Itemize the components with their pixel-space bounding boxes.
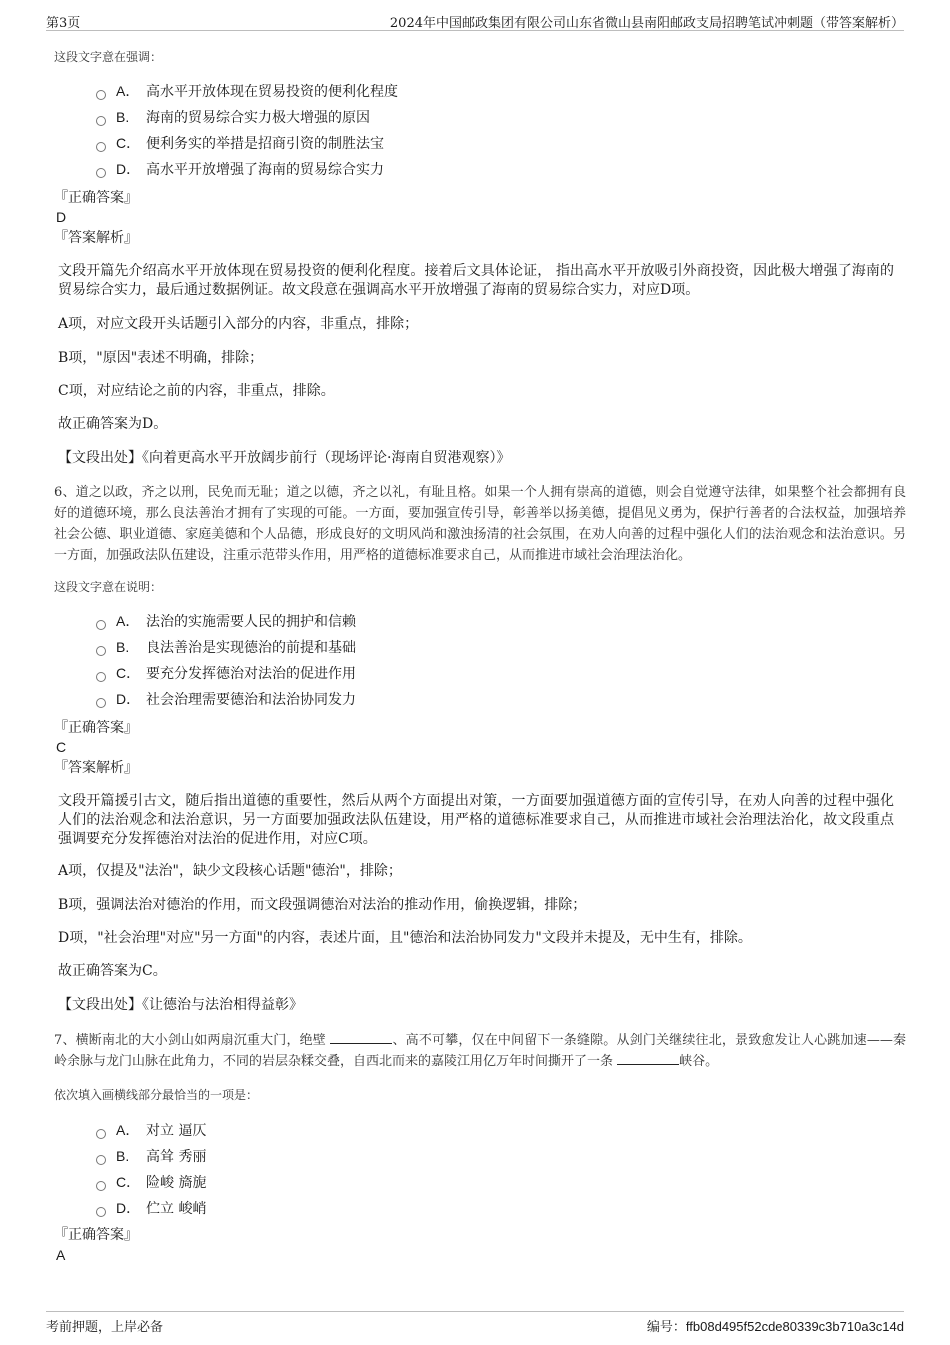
q7-passage: 7、横断南北的大小剑山如两扇沉重大门，绝壁 、高不可攀，仅在中间留下一条缝隙。从剑门关继续往北，景致愈发让人心跳加速——秦岭余脉与龙门山脉在此角力，不同的岩层杂糅交叠，自西北而来的嘉陵江用亿万年时间撕开了一条 峡谷。 xyxy=(54,1033,906,1069)
q6-analysis-label: 『答案解析』 xyxy=(54,760,138,776)
q5-analysis-b: B项，"原因"表述不明确，排除； xyxy=(58,350,264,366)
page-footer xyxy=(46,1311,904,1336)
q6-option-d[interactable]: D． 社会治理需要德治和法治协同发力 xyxy=(96,688,356,710)
q7-option-b[interactable]: B. 高耸 秀丽 xyxy=(96,1145,206,1167)
q5-correct-answer: D xyxy=(56,209,67,225)
radio-icon[interactable] xyxy=(96,1207,106,1217)
q5-analysis-c: C项，对应结论之前的内容，非重点，排除。 xyxy=(58,383,335,399)
q6-correct-answer: C xyxy=(56,739,67,755)
q5-analysis-label: 『答案解析』 xyxy=(54,230,138,246)
q5-analysis-main: 文段开篇先介绍高水平开放体现在贸易投资的便利化程度。接着后文具体论证， 指出高水平开放吸引外商投资，因此极大增强了海南的贸易综合实力，最后通过数据例证。故文段意在强调高水平开放增强了海南的贸易综合实力，对应D项。 xyxy=(58,263,894,298)
page-number: 第3页 xyxy=(46,16,81,31)
q6-source: 【文段出处】《让德治与法治相得益彰》 xyxy=(58,997,303,1013)
radio-icon[interactable] xyxy=(96,620,106,630)
fill-blank-2 xyxy=(617,1052,679,1065)
radio-icon[interactable] xyxy=(96,646,106,656)
q5-source: 【文段出处】《向着更高水平开放阔步前行（现场评论·海南自贸港观察）》 xyxy=(58,450,511,466)
document-title: 2024年中国邮政集团有限公司山东省微山县南阳邮政支局招聘笔试冲刺题（带答案解析） xyxy=(389,16,904,31)
q5-option-c[interactable]: C． 便利务实的举措是招商引资的制胜法宝 xyxy=(96,132,384,154)
q7-option-c[interactable]: C． 险峻 旖旎 xyxy=(96,1171,206,1193)
radio-icon[interactable] xyxy=(96,1155,106,1165)
q5-option-b[interactable]: B. 海南的贸易综合实力极大增强的原因 xyxy=(96,106,370,128)
q6-analysis-b: B项，强调法治对德治的作用，而文段强调德治对法治的推动作用，偷换逻辑，排除； xyxy=(58,897,587,913)
q6-passage: 6、道之以政，齐之以刑，民免而无耻；道之以德，齐之以礼，有耻且格。如果一个人拥有崇高的道德，则会自觉遵守法律，如果整个社会都拥有良好的道德环境，那么良法善治才拥有了实现的可能。一方面，要加强宣传引导，彰善举以扬美德，提倡见义勇为，保护行善者的合法权益，加强培养社会公德、职业道德、家庭美德和个人品德，形成良好的文明风尚和激浊扬清的社会氛围，在劝人向善的过程中强化人们的法治观念和法治意识。另一方面，加强政法队伍建设，注重示范带头作用，用严格的道德标准要求自己，从而推进市域社会治理法治化。 xyxy=(54,485,906,563)
q7-correct-answer: A xyxy=(56,1247,66,1263)
radio-icon[interactable] xyxy=(96,1181,106,1191)
q5-prompt: 这段文字意在强调： xyxy=(54,50,163,64)
q5-correct-label: 『正确答案』 xyxy=(54,190,138,206)
radio-icon[interactable] xyxy=(96,90,106,100)
q7-option-d[interactable]: D． 伫立 峻峭 xyxy=(96,1197,206,1219)
radio-icon[interactable] xyxy=(96,672,106,682)
fill-blank-1 xyxy=(330,1031,392,1044)
q6-correct-label: 『正确答案』 xyxy=(54,720,138,736)
q5-option-d[interactable]: D． 高水平开放增强了海南的贸易综合实力 xyxy=(96,158,384,180)
q6-analysis-d: D项，"社会治理"对应"另一方面"的内容，表述片面，且"德治和法治协同发力"文段并未提及，无中生有，排除。 xyxy=(58,930,752,946)
q7-option-a[interactable]: A． 对立 逼仄 xyxy=(96,1119,206,1141)
q6-prompt: 这段文字意在说明： xyxy=(54,580,163,594)
document-id: 编号：ffb08d495f52cde80339c3b710a3c14d xyxy=(646,1319,904,1334)
footer-slogan: 考前押题，上岸必备 xyxy=(46,1320,164,1335)
q6-option-b[interactable]: B. 良法善治是实现德治的前提和基础 xyxy=(96,636,356,658)
q6-analysis-a: A项，仅提及"法治"，缺少文段核心话题"德治"，排除； xyxy=(58,863,402,879)
q5-option-a[interactable]: A． 高水平开放体现在贸易投资的便利化程度 xyxy=(96,80,398,102)
page-header xyxy=(46,8,904,31)
q5-conclusion: 故正确答案为D。 xyxy=(58,416,168,432)
q6-option-a[interactable]: A． 法治的实施需要人民的拥护和信赖 xyxy=(96,610,356,632)
radio-icon[interactable] xyxy=(96,168,106,178)
q6-option-c[interactable]: C． 要充分发挥德治对法治的促进作用 xyxy=(96,662,356,684)
radio-icon[interactable] xyxy=(96,1129,106,1139)
radio-icon[interactable] xyxy=(96,116,106,126)
q7-correct-label: 『正确答案』 xyxy=(54,1227,138,1243)
radio-icon[interactable] xyxy=(96,698,106,708)
radio-icon[interactable] xyxy=(96,142,106,152)
q5-analysis-a: A项，对应文段开头话题引入部分的内容，非重点，排除； xyxy=(58,316,419,332)
q6-analysis-main: 文段开篇援引古文，随后指出道德的重要性，然后从两个方面提出对策，一方面要加强道德方面的宣传引导，在劝人向善的过程中强化人们的法治观念和法治意识，另一方面要加强政法队伍建设，用严格的道德标准要求自己，从而推进市域社会治理法治化，故文段重点强调要充分发挥德治对法治的促进作用，对应C项。 xyxy=(58,793,894,847)
q7-prompt: 依次填入画横线部分最恰当的一项是： xyxy=(54,1088,259,1102)
q6-conclusion: 故正确答案为C。 xyxy=(58,963,167,979)
